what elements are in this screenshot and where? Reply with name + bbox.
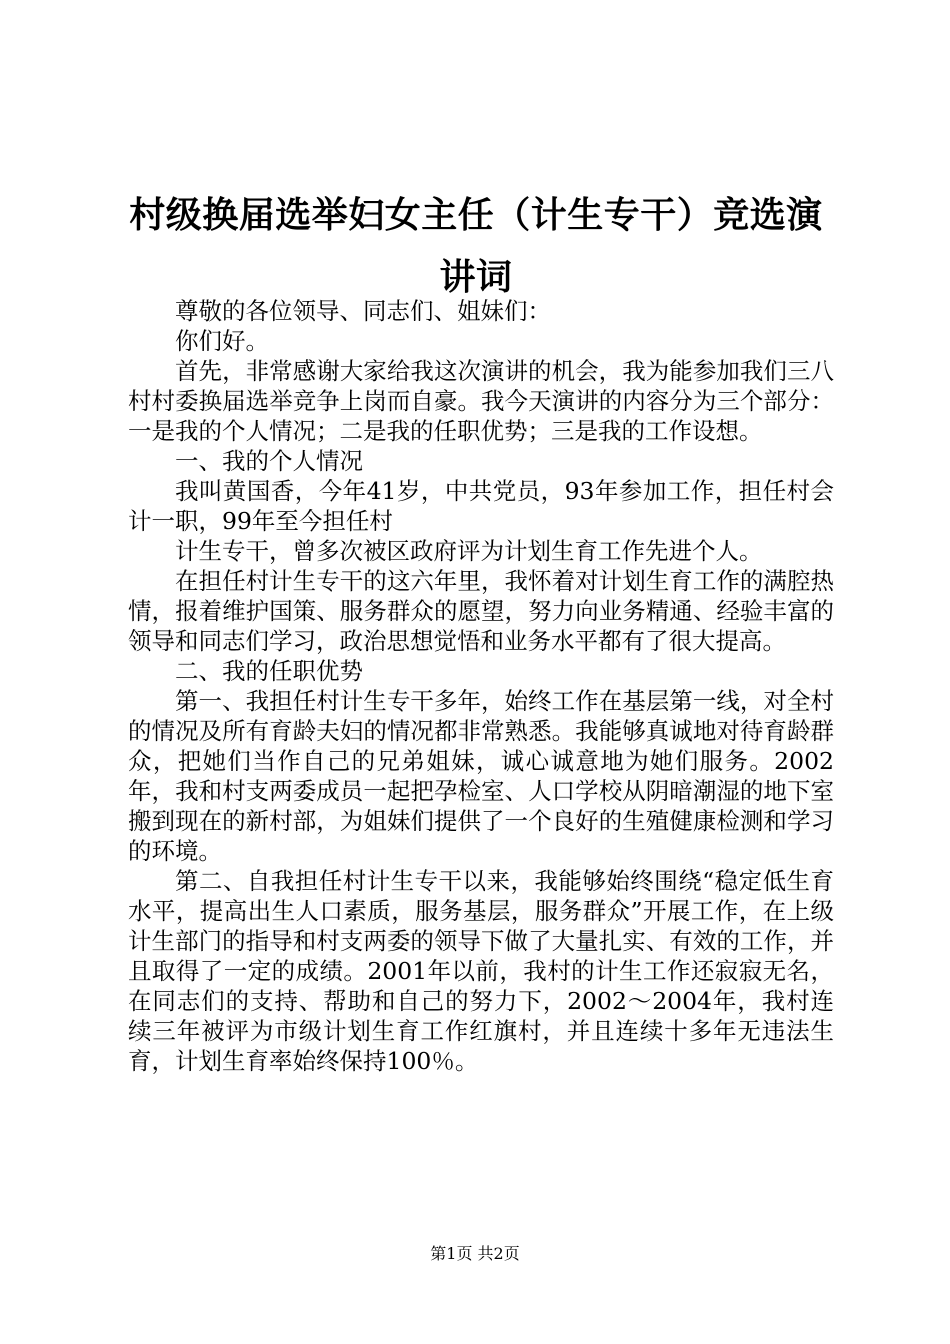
section-heading: 一、我的个人情况 — [175, 447, 363, 475]
document-title: 村级换届选举妇女主任（计生专干）竞选演讲词 — [129, 194, 823, 299]
paragraph: 在担任村计生专干的这六年里，我怀着对计划生育工作的满腔热情，报着维护国策、服务群众的愿望，努力向业务精通、经验丰富的领导和同志们学习，政治思想觉悟和业务水平都有了很大提高。 — [128, 567, 834, 655]
page-number-footer: 第1页 共2页 — [430, 1244, 520, 1263]
paragraph: 第二、自我担任村计生专干以来，我能够始终围绕“稳定低生育水平，提高出生人口素质，服务基层，服务群众”开展工作，在上级计生部门的指导和村支两委的领导下做了大量扎实、有效的工作，并且取得了一定的成绩。2001年以前，我村的计生工作还寂寂无名，在同志们的支持、帮助和自己的努力下，2002～2004年，我村连续三年被评为市级计划生育工作红旗村，并且连续十多年无违法生育，计划生育率始终保持100％。 — [128, 867, 834, 1075]
section-heading: 二、我的任职优势 — [175, 657, 363, 685]
document-body — [128, 296, 834, 1076]
paragraph: 我叫黄国香，今年41岁，中共党员，93年参加工作，担任村会计一职，99年至今担任村 — [128, 477, 834, 535]
paragraph: 第一、我担任村计生专干多年，始终工作在基层第一线，对全村的情况及所有育龄夫妇的情况都非常熟悉。我能够真诚地对待育龄群众，把她们当作自己的兄弟姐妹，诚心诚意地为她们服务。2002年，我和村支两委成员一起把孕检室、人口学校从阴暗潮湿的地下室搬到现在的新村部，为姐妹们提供了一个良好的生殖健康检测和学习的环境。 — [128, 687, 834, 865]
greeting: 你们好。 — [175, 327, 269, 355]
paragraph: 首先，非常感谢大家给我这次演讲的机会，我为能参加我们三八村村委换届选举竞争上岗而自豪。我今天演讲的内容分为三个部分：一是我的个人情况；二是我的任职优势；三是我的工作设想。 — [128, 357, 834, 445]
paragraph: 计生专干，曾多次被区政府评为计划生育工作先进个人。 — [175, 537, 763, 565]
salutation: 尊敬的各位领导、同志们、姐妹们： — [175, 297, 551, 325]
